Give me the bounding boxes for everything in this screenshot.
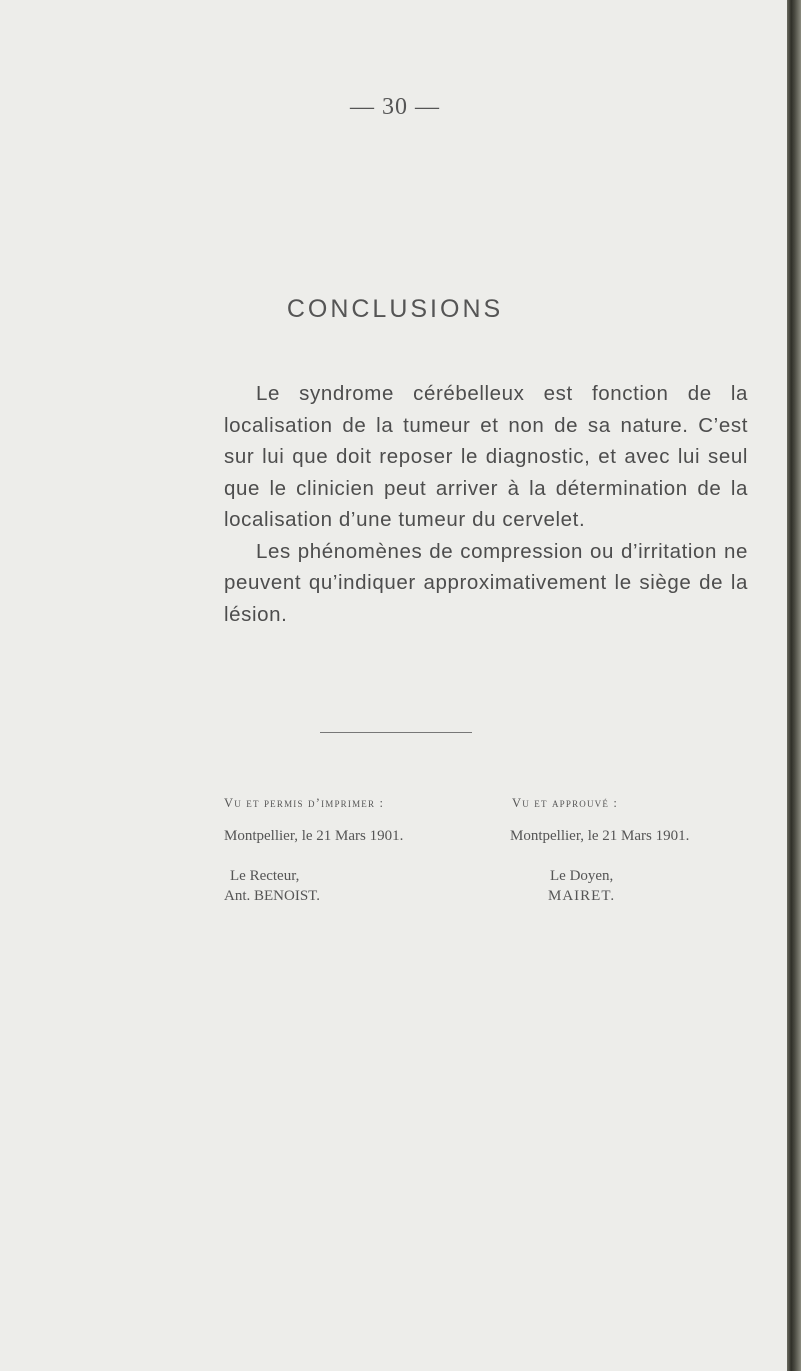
approval-name: Ant. BENOIST. — [224, 888, 320, 904]
approval-date: Montpellier, le 21 Mars 1901. — [510, 828, 690, 844]
approval-caption: Vu et permis d’imprimer : — [224, 796, 385, 810]
approval-rector — [224, 796, 474, 908]
conclusion-text — [224, 378, 748, 630]
approval-role: Le Doyen, — [550, 868, 614, 884]
separator-rule — [320, 732, 472, 733]
approval-caption: Vu et approuvé : — [512, 796, 619, 810]
section-heading: CONCLUSIONS — [286, 295, 504, 323]
book-spine-edge — [787, 0, 801, 1371]
paragraph-1: Le syndrome cérébelleux est fonction de la localisation de la tumeur et non de sa nature. C’est sur lui que doit reposer le diagnostic, et avec lui seul que le clinicien peut arriver à la détermination de la localisation d’une tumeur du cervelet. — [224, 382, 748, 531]
page-number: — 30 — — [350, 94, 440, 120]
approval-date: Montpellier, le 21 Mars 1901. — [224, 828, 404, 844]
approval-dean — [498, 796, 748, 908]
paragraph-2: Les phénomènes de compression ou d’irritation ne peuvent qu’indiquer approximativement le siège de la lésion. — [224, 539, 748, 626]
approval-name: MAIRET. — [548, 888, 616, 904]
approval-role: Le Recteur, — [230, 868, 300, 884]
